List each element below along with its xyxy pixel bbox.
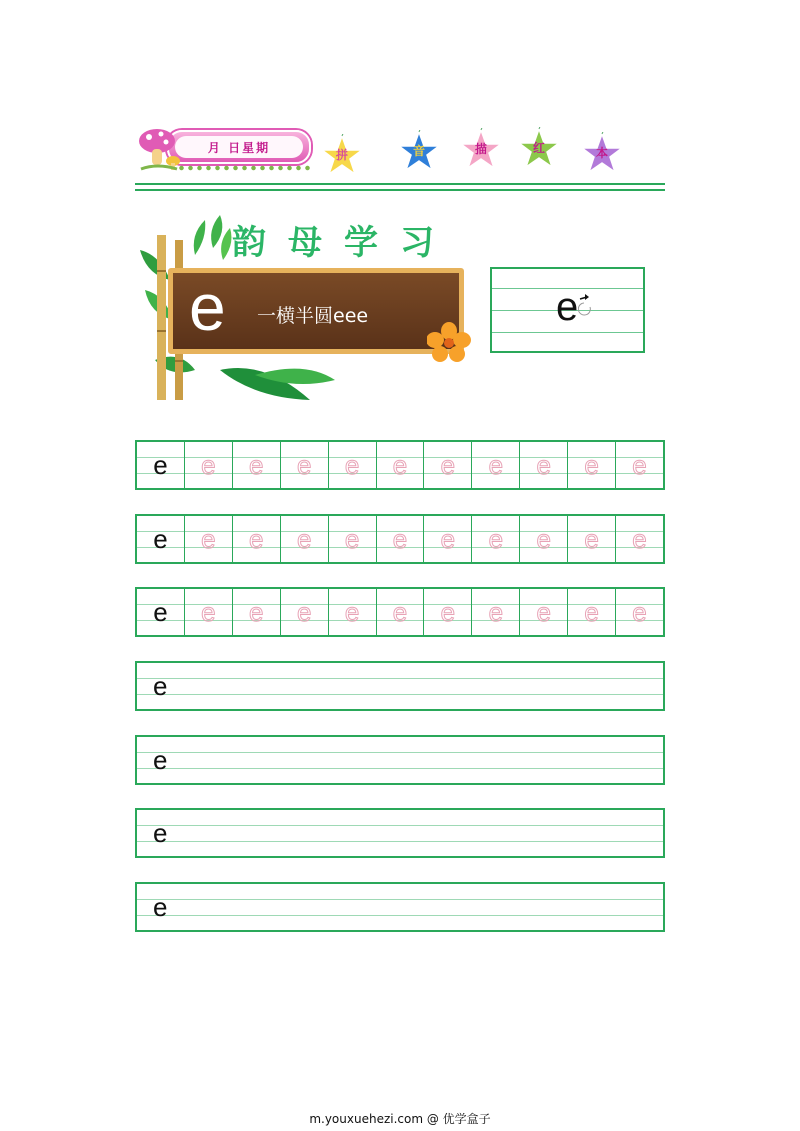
trace-letter: e [488, 450, 504, 480]
trace-letter: e [296, 450, 312, 480]
trace-cell[interactable] [471, 442, 519, 488]
guide-line [492, 332, 643, 333]
trace-cell[interactable] [519, 442, 567, 488]
trace-cell[interactable] [423, 442, 471, 488]
trace-cell[interactable] [567, 442, 615, 488]
trace-letter: e [249, 450, 264, 480]
star-char: 音 [412, 144, 425, 158]
practice-line-row[interactable] [135, 661, 665, 711]
guide-line [137, 694, 663, 695]
trace-letter: e [536, 450, 551, 480]
trace-letter: e [632, 450, 647, 480]
trace-letter: e [632, 524, 647, 554]
trace-letter: e [584, 597, 599, 627]
model-cell[interactable] [137, 589, 184, 635]
trace-letter: e [536, 597, 551, 627]
trace-cell[interactable] [280, 516, 328, 562]
model-cell[interactable] [137, 442, 184, 488]
header-rule-top [135, 183, 665, 185]
trace-letter: e [249, 524, 264, 554]
trace-cell[interactable] [184, 589, 232, 635]
star-badge [517, 127, 561, 171]
model-letter: e [153, 892, 168, 922]
sign-letter: e [189, 270, 226, 344]
trace-letter: e [632, 597, 647, 627]
guide-line [137, 678, 663, 679]
star-char: 红 [532, 141, 545, 155]
trace-letter: e [344, 524, 360, 554]
sample-letter: e [556, 285, 579, 329]
sample-writing-box [490, 267, 645, 353]
trace-cell[interactable] [328, 442, 376, 488]
star-char: 拼 [335, 148, 348, 162]
trace-letter: e [344, 597, 360, 627]
practice-line-row[interactable] [135, 735, 665, 785]
trace-cell[interactable] [232, 442, 280, 488]
trace-letter: e [201, 597, 216, 627]
trace-cell[interactable] [376, 442, 424, 488]
trace-letter: e [392, 450, 408, 480]
trace-cell[interactable] [423, 589, 471, 635]
trace-cell[interactable] [567, 589, 615, 635]
trace-letter: e [536, 524, 551, 554]
date-banner [137, 125, 312, 173]
sign-board [168, 268, 464, 354]
trace-cell[interactable] [280, 442, 328, 488]
guide-line [137, 841, 663, 842]
footer-text: m.youxuehezi.com @ 优学盒子 [309, 1112, 491, 1126]
star-badge [320, 134, 364, 178]
model-cell[interactable] [137, 516, 184, 562]
page-title: 韵母学习 [232, 223, 456, 263]
star-badge [580, 132, 624, 176]
trace-letter: e [201, 524, 216, 554]
guide-line [137, 825, 663, 826]
model-letter: e [153, 745, 168, 775]
trace-cell[interactable] [232, 589, 280, 635]
trace-cell[interactable] [615, 442, 663, 488]
trace-cell[interactable] [615, 589, 663, 635]
star-badge [459, 128, 503, 172]
trace-letter: e [488, 524, 504, 554]
practice-grid-row [135, 587, 665, 637]
practice-grid-row [135, 514, 665, 564]
trace-letter: e [392, 597, 408, 627]
trace-letter: e [392, 524, 408, 554]
trace-letter: e [440, 597, 456, 627]
trace-cell[interactable] [519, 589, 567, 635]
trace-cell[interactable] [615, 516, 663, 562]
star-char: 本 [595, 146, 608, 160]
mushroom-icon [137, 125, 181, 173]
trace-cell[interactable] [280, 589, 328, 635]
trace-letter: e [296, 524, 312, 554]
trace-letter: e [584, 450, 599, 480]
trace-cell[interactable] [471, 516, 519, 562]
guide-line [137, 899, 663, 900]
trace-letter: e [296, 597, 312, 627]
trace-letter: e [440, 524, 456, 554]
trace-letter: e [488, 597, 504, 627]
decorative-dots [177, 165, 312, 171]
practice-line-row[interactable] [135, 808, 665, 858]
model-letter: e [153, 450, 168, 480]
practice-line-row[interactable] [135, 882, 665, 932]
trace-letter: e [344, 450, 360, 480]
trace-cell[interactable] [376, 589, 424, 635]
trace-cell[interactable] [232, 516, 280, 562]
trace-cell[interactable] [471, 589, 519, 635]
stroke-order-arrow-icon [578, 293, 594, 321]
model-letter: e [153, 597, 168, 627]
trace-cell[interactable] [423, 516, 471, 562]
sign-description: 一横半圆eee [257, 305, 369, 327]
trace-cell[interactable] [567, 516, 615, 562]
trace-letter: e [249, 597, 264, 627]
star-char: 描 [474, 142, 487, 156]
model-letter: e [153, 524, 168, 554]
guide-line [137, 915, 663, 916]
flower-icon [427, 322, 471, 362]
model-letter: e [153, 671, 168, 701]
trace-cell[interactable] [184, 516, 232, 562]
trace-cell[interactable] [328, 516, 376, 562]
trace-cell[interactable] [376, 516, 424, 562]
trace-cell[interactable] [184, 442, 232, 488]
trace-cell[interactable] [328, 589, 376, 635]
date-label: 月 日星期 [175, 136, 303, 158]
practice-grid-row [135, 440, 665, 490]
date-pill [167, 130, 311, 164]
trace-letter: e [440, 450, 456, 480]
header-rule-bottom [135, 189, 665, 191]
trace-cell[interactable] [519, 516, 567, 562]
model-letter: e [153, 818, 168, 848]
guide-line [137, 752, 663, 753]
trace-letter: e [584, 524, 599, 554]
guide-line [137, 768, 663, 769]
trace-letter: e [201, 450, 216, 480]
star-badge [397, 130, 441, 174]
